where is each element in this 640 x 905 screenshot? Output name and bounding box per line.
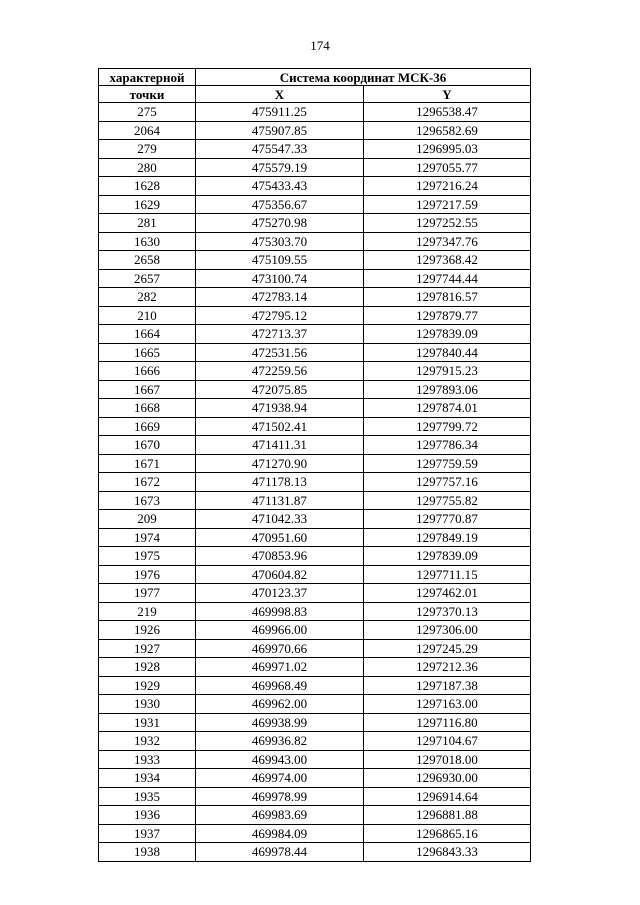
x-coordinate-cell: 469962.00 [196,695,364,714]
point-number-cell: 280 [99,158,196,177]
x-coordinate-cell: 469978.99 [196,787,364,806]
table-row [99,528,531,547]
point-number-cell: 1932 [99,732,196,751]
y-coordinate-cell: 1297711.15 [364,565,531,584]
table-row [99,251,531,270]
x-coordinate-cell: 471178.13 [196,473,364,492]
table-row [99,103,531,122]
table-row [99,214,531,233]
point-number-cell: 1933 [99,750,196,769]
y-coordinate-cell: 1297245.29 [364,639,531,658]
point-number-cell: 1629 [99,195,196,214]
y-coordinate-cell: 1297368.42 [364,251,531,270]
y-coordinate-cell: 1296881.88 [364,806,531,825]
x-column-header: X [196,86,364,103]
x-coordinate-cell: 471270.90 [196,454,364,473]
table-row [99,417,531,436]
table-row [99,695,531,714]
table-body [99,103,531,862]
table-row [99,177,531,196]
point-number-cell: 1670 [99,436,196,455]
table-row [99,362,531,381]
table-row [99,787,531,806]
point-number-cell: 2658 [99,251,196,270]
table-row [99,380,531,399]
y-coordinate-cell: 1297306.00 [364,621,531,640]
table-row [99,343,531,362]
x-coordinate-cell: 473100.74 [196,269,364,288]
point-number-cell: 1976 [99,565,196,584]
x-coordinate-cell: 469938.99 [196,713,364,732]
y-coordinate-cell: 1297116.80 [364,713,531,732]
table-row [99,158,531,177]
point-number-cell: 279 [99,140,196,159]
y-coordinate-cell: 1296995.03 [364,140,531,159]
point-number-cell: 1668 [99,399,196,418]
y-coordinate-cell: 1297839.09 [364,547,531,566]
point-number-cell: 1671 [99,454,196,473]
x-coordinate-cell: 475547.33 [196,140,364,159]
table-row [99,565,531,584]
table-row [99,547,531,566]
point-column-header-line2: точки [99,86,196,103]
x-coordinate-cell: 469998.83 [196,602,364,621]
x-coordinate-cell: 470853.96 [196,547,364,566]
x-coordinate-cell: 475109.55 [196,251,364,270]
point-number-cell: 281 [99,214,196,233]
y-coordinate-cell: 1297755.82 [364,491,531,510]
table-row [99,824,531,843]
x-coordinate-cell: 471938.94 [196,399,364,418]
table-row [99,732,531,751]
x-coordinate-cell: 471411.31 [196,436,364,455]
y-coordinate-cell: 1297839.09 [364,325,531,344]
y-coordinate-cell: 1297759.59 [364,454,531,473]
x-coordinate-cell: 469968.49 [196,676,364,695]
table-row [99,473,531,492]
table-row [99,399,531,418]
y-coordinate-cell: 1297462.01 [364,584,531,603]
point-number-cell: 1667 [99,380,196,399]
point-number-cell: 209 [99,510,196,529]
y-coordinate-cell: 1297770.87 [364,510,531,529]
y-coordinate-cell: 1296930.00 [364,769,531,788]
y-coordinate-cell: 1297252.55 [364,214,531,233]
point-number-cell: 1628 [99,177,196,196]
y-coordinate-cell: 1297893.06 [364,380,531,399]
page-number: 174 [310,38,330,53]
point-number-cell: 1666 [99,362,196,381]
table-row [99,621,531,640]
y-coordinate-cell: 1297799.72 [364,417,531,436]
y-coordinate-cell: 1297216.24 [364,177,531,196]
point-number-cell: 1937 [99,824,196,843]
point-number-cell: 1926 [99,621,196,640]
x-coordinate-cell: 475356.67 [196,195,364,214]
y-coordinate-cell: 1297104.67 [364,732,531,751]
table-row [99,121,531,140]
y-coordinate-cell: 1297212.36 [364,658,531,677]
point-number-cell: 210 [99,306,196,325]
point-number-cell: 1977 [99,584,196,603]
x-coordinate-cell: 472713.37 [196,325,364,344]
y-coordinate-cell: 1297816.57 [364,288,531,307]
point-number-cell: 1935 [99,787,196,806]
x-coordinate-cell: 469970.66 [196,639,364,658]
x-coordinate-cell: 475907.85 [196,121,364,140]
x-coordinate-cell: 471131.87 [196,491,364,510]
y-coordinate-cell: 1297786.34 [364,436,531,455]
y-coordinate-cell: 1297018.00 [364,750,531,769]
y-column-header: Y [364,86,531,103]
x-coordinate-cell: 475579.19 [196,158,364,177]
x-coordinate-cell: 475270.98 [196,214,364,233]
x-coordinate-cell: 475911.25 [196,103,364,122]
table-row [99,658,531,677]
point-number-cell: 1930 [99,695,196,714]
table-row [99,510,531,529]
table-row [99,436,531,455]
y-coordinate-cell: 1297055.77 [364,158,531,177]
x-coordinate-cell: 472259.56 [196,362,364,381]
table-row [99,750,531,769]
table-header-row-2 [99,86,531,103]
point-number-cell: 1672 [99,473,196,492]
y-coordinate-cell: 1297217.59 [364,195,531,214]
x-coordinate-cell: 472783.14 [196,288,364,307]
y-coordinate-cell: 1296538.47 [364,103,531,122]
table-row [99,306,531,325]
x-coordinate-cell: 475433.43 [196,177,364,196]
coordinates-table [98,68,531,862]
table-row [99,806,531,825]
x-coordinate-cell: 469966.00 [196,621,364,640]
y-coordinate-cell: 1297849.19 [364,528,531,547]
x-coordinate-cell: 471042.33 [196,510,364,529]
point-number-cell: 1929 [99,676,196,695]
point-number-cell: 1931 [99,713,196,732]
y-coordinate-cell: 1297915.23 [364,362,531,381]
point-number-cell: 1974 [99,528,196,547]
point-column-header: характерной [99,69,196,86]
table-row [99,843,531,862]
table-row [99,195,531,214]
y-coordinate-cell: 1296843.33 [364,843,531,862]
table-row [99,639,531,658]
table-row [99,676,531,695]
y-coordinate-cell: 1297163.00 [364,695,531,714]
point-number-cell: 282 [99,288,196,307]
table-header-row-1 [99,69,531,86]
y-coordinate-cell: 1296914.64 [364,787,531,806]
point-number-cell: 1669 [99,417,196,436]
x-coordinate-cell: 472075.85 [196,380,364,399]
point-number-cell: 1665 [99,343,196,362]
table-row [99,232,531,251]
point-number-cell: 1934 [99,769,196,788]
table-row [99,713,531,732]
y-coordinate-cell: 1297744.44 [364,269,531,288]
point-number-cell: 2657 [99,269,196,288]
table-row [99,140,531,159]
table-row [99,269,531,288]
point-number-cell: 275 [99,103,196,122]
x-coordinate-cell: 471502.41 [196,417,364,436]
table-row [99,288,531,307]
y-coordinate-cell: 1297840.44 [364,343,531,362]
point-number-cell: 1928 [99,658,196,677]
x-coordinate-cell: 469984.09 [196,824,364,843]
x-coordinate-cell: 472795.12 [196,306,364,325]
point-number-cell: 1927 [99,639,196,658]
y-coordinate-cell: 1296582.69 [364,121,531,140]
table-row [99,325,531,344]
point-number-cell: 2064 [99,121,196,140]
x-coordinate-cell: 472531.56 [196,343,364,362]
point-number-cell: 219 [99,602,196,621]
x-coordinate-cell: 469943.00 [196,750,364,769]
x-coordinate-cell: 469971.02 [196,658,364,677]
y-coordinate-cell: 1297879.77 [364,306,531,325]
y-coordinate-cell: 1296865.16 [364,824,531,843]
y-coordinate-cell: 1297874.01 [364,399,531,418]
point-number-cell: 1975 [99,547,196,566]
y-coordinate-cell: 1297370.13 [364,602,531,621]
y-coordinate-cell: 1297347.76 [364,232,531,251]
table-row [99,491,531,510]
x-coordinate-cell: 470604.82 [196,565,364,584]
x-coordinate-cell: 470123.37 [196,584,364,603]
point-number-cell: 1673 [99,491,196,510]
y-coordinate-cell: 1297757.16 [364,473,531,492]
x-coordinate-cell: 469978.44 [196,843,364,862]
table-row [99,602,531,621]
point-number-cell: 1664 [99,325,196,344]
point-number-cell: 1938 [99,843,196,862]
x-coordinate-cell: 469936.82 [196,732,364,751]
coordinate-system-header: Система координат МСК-36 [196,69,531,86]
x-coordinate-cell: 469983.69 [196,806,364,825]
point-number-cell: 1630 [99,232,196,251]
table-row [99,584,531,603]
table-row [99,769,531,788]
table-row [99,454,531,473]
x-coordinate-cell: 470951.60 [196,528,364,547]
y-coordinate-cell: 1297187.38 [364,676,531,695]
x-coordinate-cell: 469974.00 [196,769,364,788]
point-number-cell: 1936 [99,806,196,825]
x-coordinate-cell: 475303.70 [196,232,364,251]
